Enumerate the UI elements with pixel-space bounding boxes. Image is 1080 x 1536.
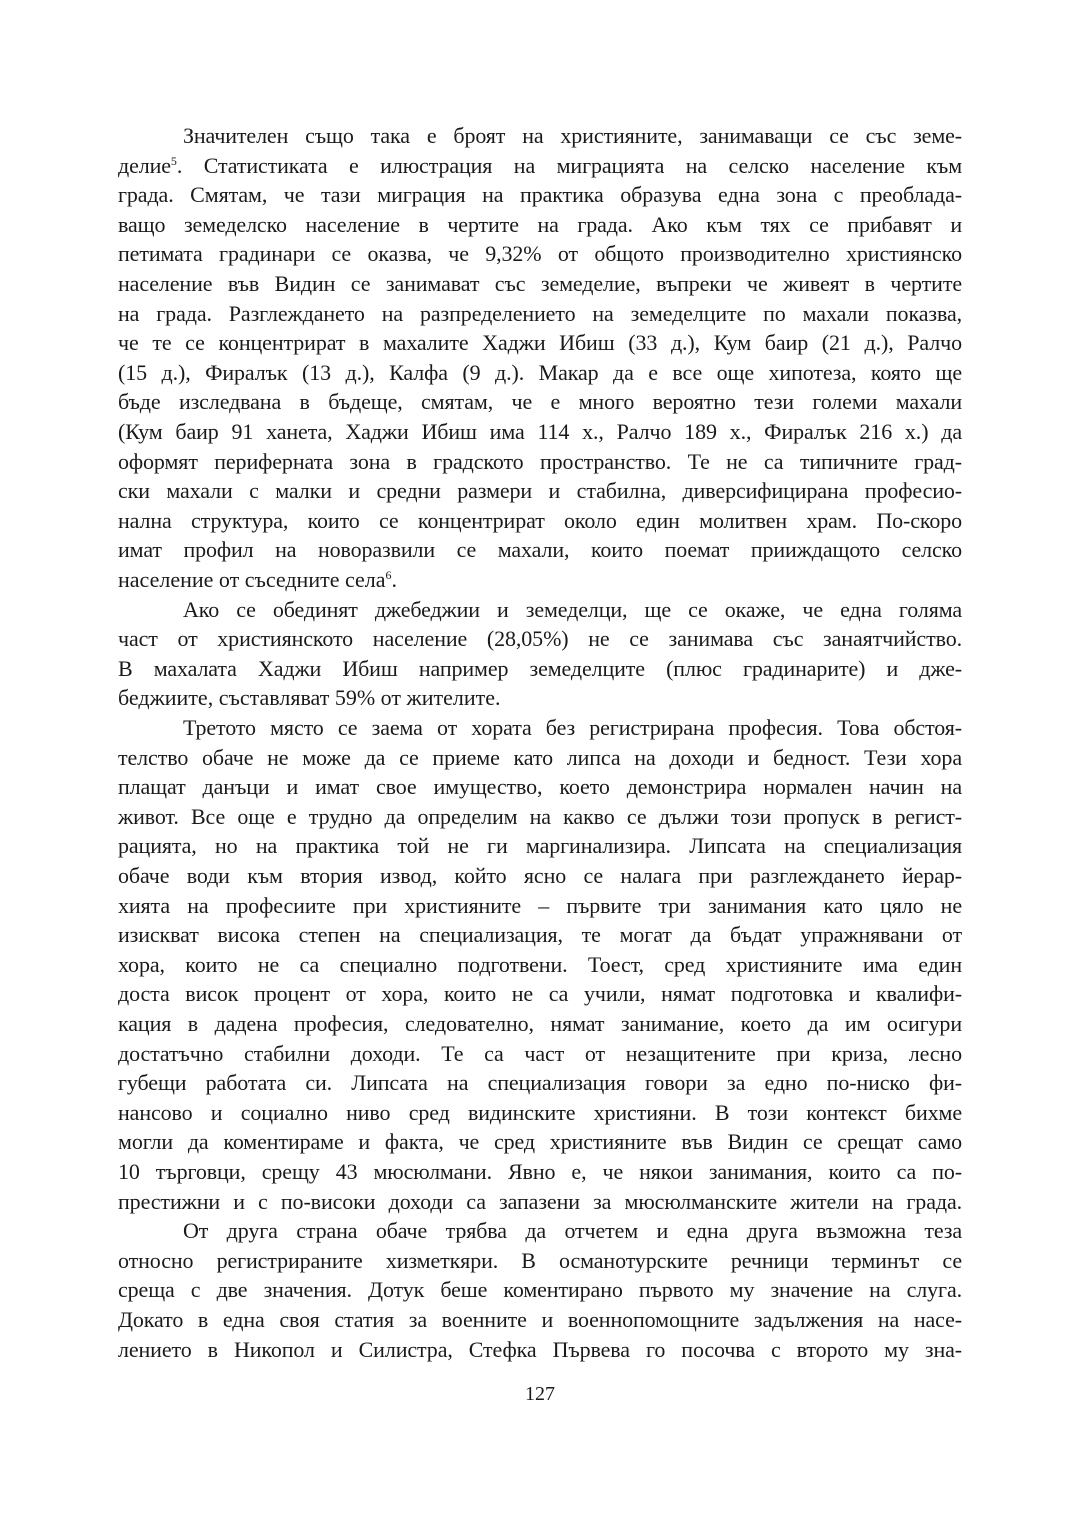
line-text: оформят периферната зона в градското пространство. Те не са типичните град- (118, 448, 962, 474)
text-line (118, 626, 962, 653)
text-line (118, 804, 962, 831)
text-line (118, 1307, 962, 1334)
text-line (118, 449, 962, 476)
text-line (118, 478, 962, 505)
line-text: рацията, но на практика той не ги маргинализира. Липсата на специализация (118, 833, 962, 859)
line-text: делие (118, 152, 171, 178)
line-text: Ако се обединят джебеджии и земеделци, ще се окаже, че една голяма (183, 596, 962, 622)
line-text: доста висок процент от хора, които не са учили, нямат подготовка и квалифи- (118, 981, 962, 1007)
text-line (118, 774, 962, 801)
paragraph-first-line (118, 597, 962, 624)
text-line (118, 508, 962, 535)
line-text: беджиите, съставляват 59% от жителите. (118, 685, 501, 711)
line-text: живот. Все още е трудно да определим на какво се дължи този пропуск в регист- (118, 803, 962, 829)
paragraph-first-line (118, 715, 962, 742)
text-line (118, 1277, 962, 1304)
line-text: петимата градинари се оказва, че 9,32% от общото производително християнско (118, 241, 962, 267)
line-text: (15 д.), Фиралък (13 д.), Калфа (9 д.). Макар да е все още хипотеза, която ще (118, 359, 962, 385)
line-text: част от християнското население (28,05%) не се занимава със занаятчийство. (118, 626, 962, 652)
line-text: достатъчно стабилни доходи. Те са част от незащитените при криза, лесно (118, 1040, 962, 1066)
text-line (118, 153, 962, 180)
text-line (118, 182, 962, 209)
line-text: нална структура, които се концентрират около един молитвен храм. По-скоро (118, 507, 962, 533)
text-line (118, 567, 962, 594)
line-text-continued: . (391, 567, 398, 592)
line-text: лението в Никопол и Силистра, Стефка Първева го посочва с второто му зна- (118, 1336, 962, 1362)
text-line (118, 922, 962, 949)
text-line (118, 389, 962, 416)
line-text: ващо земеделско население в чертите на града. Ако към тях се прибавят и (118, 211, 962, 237)
text-line (118, 537, 962, 564)
line-text: хора, които не са специално подготвени. Тоест, сред християните има един (118, 951, 962, 977)
line-text: нансово и социално ниво сред видинските християни. В този контекст бихме (118, 1099, 962, 1125)
text-line (118, 863, 962, 890)
text-line (118, 685, 962, 712)
text-line (118, 981, 962, 1008)
line-text: население във Видин се занимават със земеделие, въпреки че живеят в чертите (118, 271, 962, 296)
line-text: среща с две значения. Дотук беше коментирано първото му значение на слуга. (118, 1277, 962, 1303)
text-line (118, 1100, 962, 1127)
line-text-continued: . Статистиката е илюстрация на миграцията на селско население към (176, 152, 962, 178)
text-line (118, 1248, 962, 1275)
text-line (118, 1070, 962, 1097)
line-text: Значителен също така е броят на християните, занимаващи се със земе- (183, 123, 962, 148)
text-line (118, 1189, 962, 1216)
text-line (118, 241, 962, 268)
paragraph-first-line (118, 123, 962, 150)
text-line (118, 833, 962, 860)
text-line (118, 301, 962, 328)
line-text: губещи работата си. Липсата на специализация говори за едно по-ниско фи- (118, 1070, 962, 1096)
line-text: 10 търговци, срещу 43 мюсюлмани. Явно е, че някои занимания, които са по- (118, 1159, 962, 1184)
text-line (118, 360, 962, 387)
line-text: че те се концентрират в махалите Хаджи Ибиш (33 д.), Кум баир (21 д.), Ралчо (118, 330, 962, 356)
line-text: на града. Разглеждането на разпределението на земеделците по махали показва, (118, 300, 962, 326)
line-text: плащат данъци и имат свое имущество, което демонстрира нормален начин на (118, 774, 962, 800)
line-text: имат профил на новоразвили се махали, които поемат прииждащото селско (118, 537, 962, 563)
text-line (118, 271, 962, 298)
text-line (118, 1337, 962, 1364)
page-number: 127 (525, 1383, 555, 1405)
text-line (118, 419, 962, 446)
footnote-reference[interactable]: 5 (170, 153, 177, 168)
text-line (118, 893, 962, 920)
text-line (118, 330, 962, 357)
line-text: бъде изследвана в бъдеще, смятам, че е много вероятно тези големи махали (118, 389, 962, 415)
line-text: града. Смятам, че тази миграция на практика образува една зона с преоблада- (118, 182, 962, 208)
line-text: обаче води към втория извод, който ясно се налага при разглеждането йерар- (118, 863, 962, 888)
line-text: От друга страна обаче трябва да отчетем и една друга възможна теза (183, 1218, 962, 1244)
text-line (118, 745, 962, 772)
line-text: (Кум баир 91 ханета, Хаджи Ибиш има 114 х., Ралчо 189 х., Фиралък 216 х.) да (118, 419, 962, 444)
text-line (118, 952, 962, 979)
text-line (118, 1011, 962, 1038)
line-text: могли да коментираме и факта, че сред християните във Видин се срещат само (118, 1129, 962, 1155)
line-text: изискват висока степен на специализация, те могат да бъдат упражнявани от (118, 922, 962, 948)
line-text: ски махали с малки и средни размери и стабилна, диверсифицирана професио- (118, 478, 962, 504)
paragraph-first-line (118, 1218, 962, 1245)
line-text: престижни и с по-високи доходи са запазени за мюсюлманските жители на града. (118, 1188, 962, 1214)
text-line (118, 212, 962, 239)
text-line (118, 656, 962, 683)
line-text: Третото място се заема от хората без регистрирана професия. Това обстоя- (183, 715, 962, 740)
line-text: В махалата Хаджи Ибиш например земеделците (плюс градинарите) и дже- (118, 655, 962, 681)
line-text: хията на професиите при християните – първите три занимания като цяло не (118, 892, 962, 918)
line-text: телство обаче не може да се приеме като липса на доходи и бедност. Тези хора (118, 744, 962, 770)
footnote-reference[interactable]: 6 (385, 568, 392, 582)
line-text: относно регистрираните хизметкяри. В османотурските речници терминът се (118, 1247, 962, 1273)
line-text: население от съседните села (118, 567, 386, 592)
text-line (118, 1159, 962, 1186)
line-text: кация в дадена професия, следователно, нямат занимание, което да им осигури (118, 1011, 962, 1036)
text-line (118, 1129, 962, 1156)
text-line (118, 1041, 962, 1068)
line-text: Докато в една своя статия за военните и военнопомощните задължения на насе- (118, 1307, 962, 1332)
